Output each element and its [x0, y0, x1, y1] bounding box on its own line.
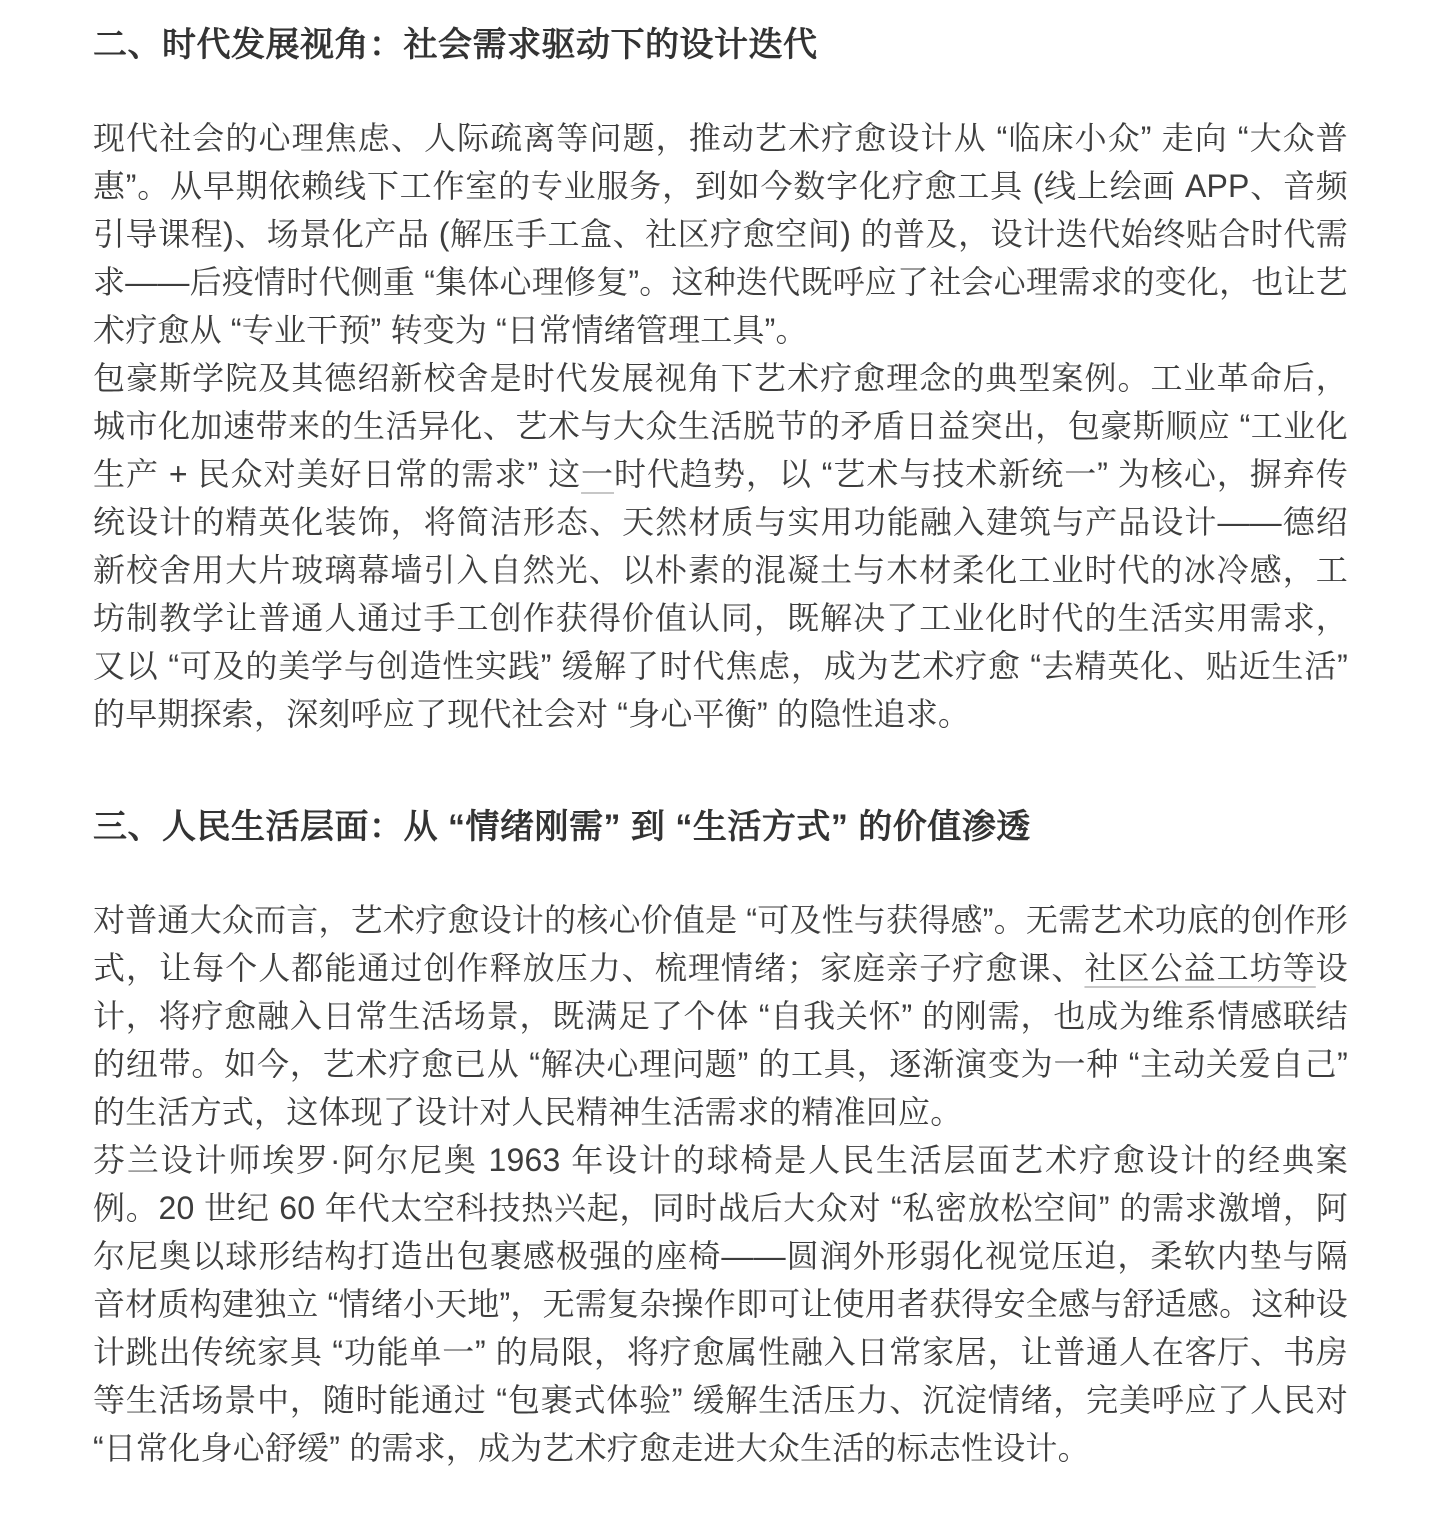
- text-run: 时代趋势，以 “艺术与技术新统一” 为核心，摒弃传统设计的精英化装饰，将简洁形态、天然材质与实用功能融入建筑与产品设计——德绍新校舍用大片玻璃幕墙引入自然光、以朴素的混凝土与木材柔化工业时代的冰冷感，工坊制教学让普通人通过手工创作获得价值认同，既解决了工业化时代的生活实用需求，又以 “可及的美学与创造性实践” 缓解了时代焦虑，成为艺术疗愈 “去精英化、贴近生活” 的早期探索，深刻呼应了现代社会对 “身心平衡” 的隐性追求。: [93, 456, 1348, 732]
- section-heading-era-development: 二、时代发展视角：社会需求驱动下的设计迭代: [93, 26, 818, 64]
- underlined-term[interactable]: 一: [581, 456, 615, 492]
- paragraph-public-value: [93, 896, 1348, 1136]
- paragraph-modern-society: [93, 114, 1348, 354]
- text-run: 设计，将疗愈融入日常生活场景，既满足了个体 “自我关怀” 的刚需，也成为维系情感联结的纽带。如今，艺术疗愈已从 “解决心理问题” 的工具，逐渐演变为一种 “主动关爱自己” 的生活方式，这体现了设计对人民精神生活需求的精准回应。: [93, 950, 1348, 1130]
- paragraph-ball-chair-case: [93, 1136, 1348, 1472]
- text-run: 对普通大众而言，艺术疗愈设计的核心价值是 “可及性与获得感”。无需艺术功底的创作形式，让每个人都能通过创作释放压力、梳理情绪；家庭亲子疗愈课、: [93, 902, 1348, 986]
- section-era-development: [93, 22, 1348, 738]
- paragraph-bauhaus-case: [93, 354, 1348, 738]
- text-run: 芬兰设计师埃罗·阿尔尼奥 1963 年设计的球椅是人民生活层面艺术疗愈设计的经典案例。20 世纪 60 年代太空科技热兴起，同时战后大众对 “私密放松空间” 的需求激增，阿尔尼奥以球形结构打造出包裹感极强的座椅——圆润外形弱化视觉压迫，柔软内垫与隔音材质构建独立 “情绪小天地”，无需复杂操作即可让使用者获得安全感与舒适感。这种设计跳出传统家具 “功能单一” 的局限，将疗愈属性融入日常家居，让普通人在客厅、书房等生活场景中，随时能通过 “包裹式体验” 缓解生活压力、沉淀情绪，完美呼应了人民对 “日常化身心舒缓” 的需求，成为艺术疗愈走进大众生活的标志性设计。: [93, 1142, 1348, 1466]
- section-heading-people-life: 三、人民生活层面：从 “情绪刚需” 到 “生活方式” 的价值渗透: [93, 808, 1031, 846]
- underlined-term[interactable]: 社区公益工坊等: [1084, 950, 1316, 986]
- text-run: 包豪斯学院及其德绍新校舍是时代发展视角下艺术疗愈理念的典型案例。工业革命后，城市化加速带来的生活异化、艺术与大众生活脱节的矛盾日益突出，包豪斯顺应 “工业化生产 + 民众对美好日常的需求” 这: [93, 360, 1348, 492]
- text-run: 现代社会的心理焦虑、人际疏离等问题，推动艺术疗愈设计从 “临床小众” 走向 “大众普惠”。从早期依赖线下工作室的专业服务，到如今数字化疗愈工具 (线上绘画 APP、音频引导课程)、场景化产品 (解压手工盒、社区疗愈空间) 的普及，设计迭代始终贴合时代需求——后疫情时代侧重 “集体心理修复”。这种迭代既呼应了社会心理需求的变化，也让艺术疗愈从 “专业干预” 转变为 “日常情绪管理工具”。: [93, 120, 1348, 348]
- section-people-life: [93, 804, 1348, 1472]
